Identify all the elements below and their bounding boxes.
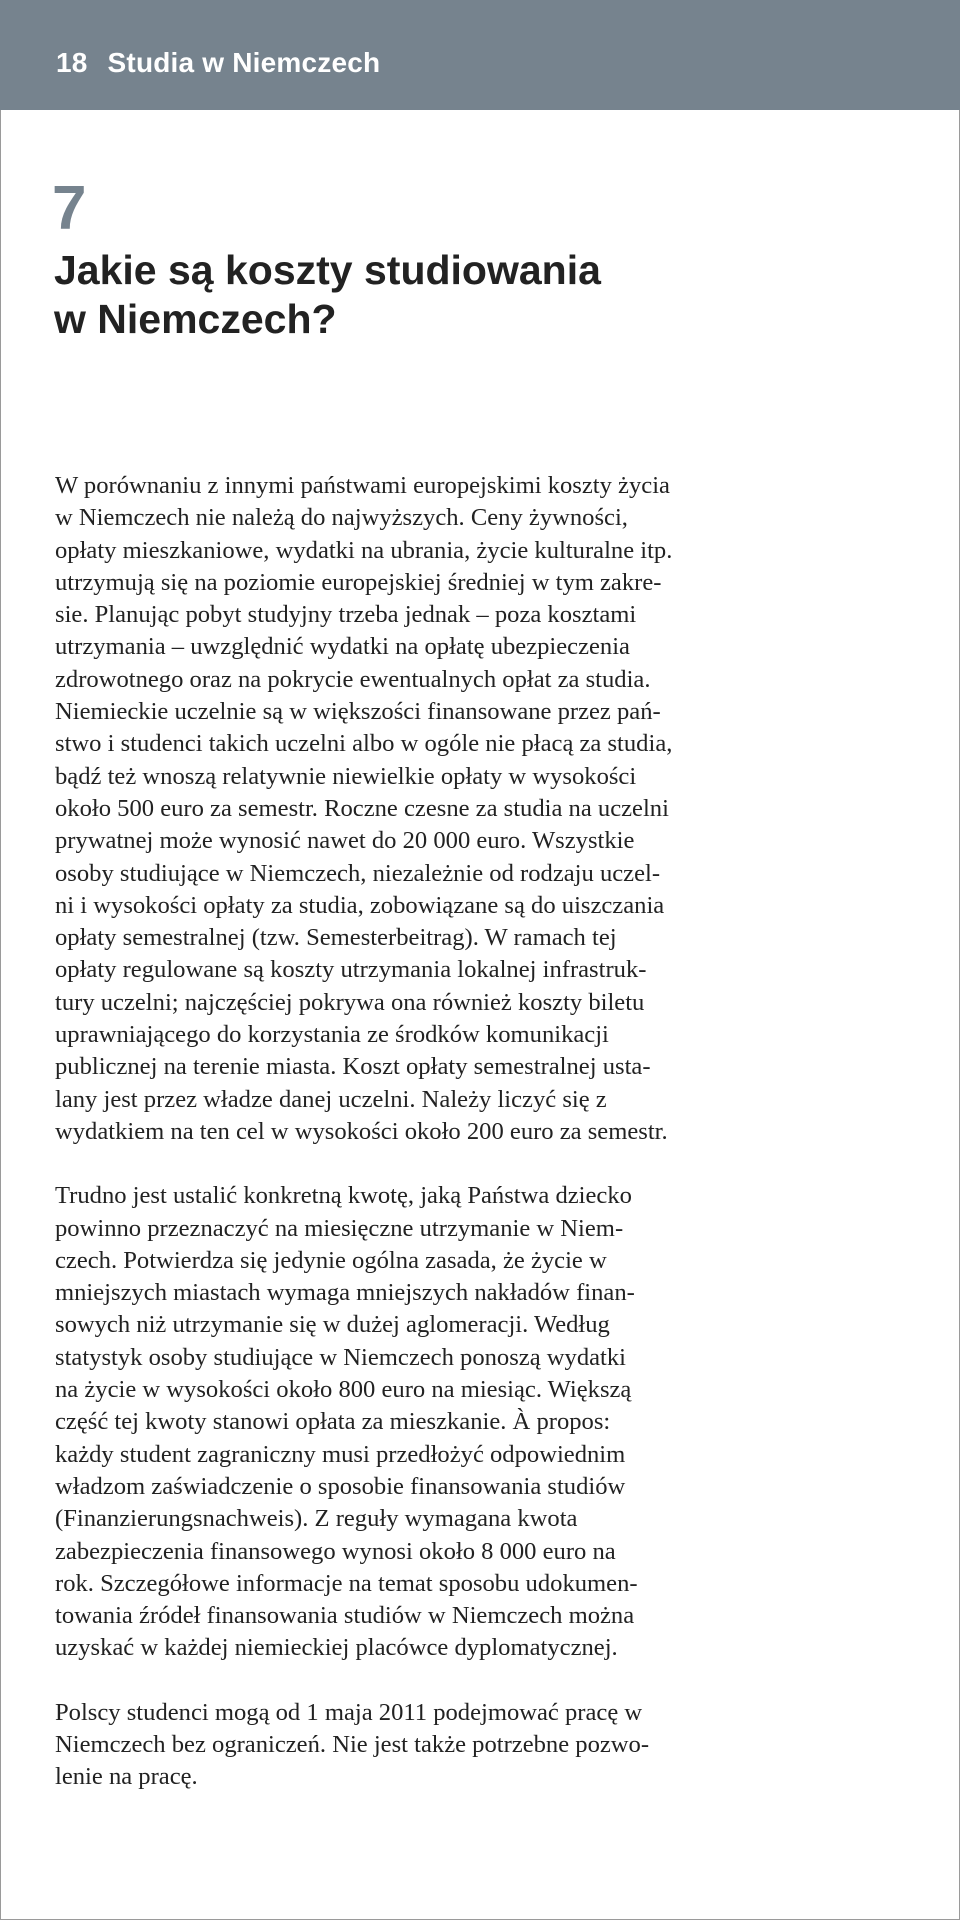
text-line: w Niemczech nie należą do najwyższych. Ceny żywności, bbox=[55, 504, 628, 532]
text-line: stwo i studenci takich uczelni albo w ogóle nie płacą za studia, bbox=[55, 730, 673, 758]
text-line: każdy student zagraniczny musi przedłożyć odpowiednim bbox=[55, 1440, 626, 1468]
text-line: Niemczech bez ograniczeń. Nie jest także potrzebne pozwo- bbox=[55, 1730, 650, 1758]
text-line: statystyk osoby studiujące w Niemczech ponoszą wydatki bbox=[55, 1343, 626, 1371]
text-line: zdrowotnego oraz na pokrycie ewentualnych opłat za studia. bbox=[55, 665, 651, 693]
text-line: utrzymują się na poziomie europejskiej średniej w tym zakre- bbox=[55, 568, 662, 596]
text-line: bądź też wnoszą relatywnie niewielkie opłaty w wysokości bbox=[55, 762, 637, 790]
text-line: część tej kwoty stanowi opłata za mieszkanie. À propos: bbox=[55, 1408, 611, 1436]
text-line: osoby studiujące w Niemczech, niezależnie od rodzaju uczel- bbox=[55, 859, 661, 887]
running-title: Studia w Niemczech bbox=[107, 47, 381, 78]
text-line: władzom zaświadczenie o sposobie finansowania studiów bbox=[55, 1472, 626, 1500]
text-line: lany jest przez władze danej uczelni. Należy liczyć się z bbox=[55, 1085, 607, 1113]
text-line: około 500 euro za semestr. Roczne czesne za studia na uczelni bbox=[55, 794, 669, 822]
chapter-title-line: w Niemczech? bbox=[54, 296, 337, 342]
text-line: publicznej na terenie miasta. Koszt opłaty semestralnej usta- bbox=[55, 1053, 651, 1081]
running-header-text bbox=[56, 47, 380, 79]
text-line: prywatnej może wynosić nawet do 20 000 euro. Wszystkie bbox=[55, 827, 635, 855]
text-line: mniejszych miastach wymaga mniejszych nakładów finan- bbox=[55, 1279, 635, 1307]
text-line: Trudno jest ustalić konkretną kwotę, jaką Państwa dziecko bbox=[55, 1182, 632, 1210]
text-line: (Finanzierungsnachweis). Z reguły wymagana kwota bbox=[55, 1505, 578, 1533]
text-line: lenie na pracę. bbox=[55, 1763, 198, 1791]
text-line: tury uczelni; najczęściej pokrywa ona również koszty biletu bbox=[55, 988, 645, 1016]
text-line: na życie w wysokości około 800 euro na miesiąc. Większą bbox=[55, 1376, 632, 1404]
text-line: utrzymania – uwzględnić wydatki na opłatę ubezpieczenia bbox=[55, 633, 630, 661]
text-line: wydatkiem na ten cel w wysokości około 200 euro za semestr. bbox=[55, 1117, 668, 1145]
text-line: ni i wysokości opłaty za studia, zobowiązane są do uiszczania bbox=[55, 891, 665, 919]
text-line: opłaty regulowane są koszty utrzymania lokalnej infrastruk- bbox=[55, 956, 647, 984]
text-line: opłaty mieszkaniowe, wydatki na ubrania, życie kulturalne itp. bbox=[55, 536, 673, 564]
text-line: towania źródeł finansowania studiów w Niemczech można bbox=[55, 1602, 635, 1630]
text-line: uzyskać w każdej niemieckiej placówce dyplomatycznej. bbox=[55, 1634, 618, 1662]
text-line: Polscy studenci mogą od 1 maja 2011 podejmować pracę w bbox=[55, 1698, 643, 1726]
text-line: powinno przeznaczyć na miesięczne utrzymanie w Niem- bbox=[55, 1214, 624, 1242]
text-line: uprawniającego do korzystania ze środków komunikacji bbox=[55, 1021, 609, 1049]
text-line: sie. Planując pobyt studyjny trzeba jednak – poza kosztami bbox=[55, 601, 637, 629]
text-line: czech. Potwierdza się jedynie ogólna zasada, że życie w bbox=[55, 1246, 607, 1274]
chapter-number: 7 bbox=[52, 174, 87, 243]
page-number: 18 bbox=[56, 47, 88, 78]
text-line: Niemieckie uczelnie są w większości finansowane przez pań- bbox=[55, 698, 661, 726]
running-header bbox=[0, 0, 960, 110]
text-line: zabezpieczenia finansowego wynosi około 8 000 euro na bbox=[55, 1537, 616, 1565]
chapter-title-line: Jakie są koszty studiowania bbox=[54, 247, 601, 293]
paragraph bbox=[55, 1697, 775, 1794]
text-line: rok. Szczegółowe informacje na temat sposobu udokumen- bbox=[55, 1569, 638, 1597]
chapter-title bbox=[54, 246, 601, 344]
text-line: opłaty semestralnej (tzw. Semesterbeitrag). W ramach tej bbox=[55, 924, 617, 952]
paragraph bbox=[55, 1180, 775, 1664]
paragraph bbox=[55, 470, 775, 1148]
body-text bbox=[55, 470, 775, 1794]
text-line: W porównaniu z innymi państwami europejskimi koszty życia bbox=[55, 472, 670, 499]
text-line: sowych niż utrzymanie się w dużej aglomeracji. Według bbox=[55, 1311, 610, 1339]
